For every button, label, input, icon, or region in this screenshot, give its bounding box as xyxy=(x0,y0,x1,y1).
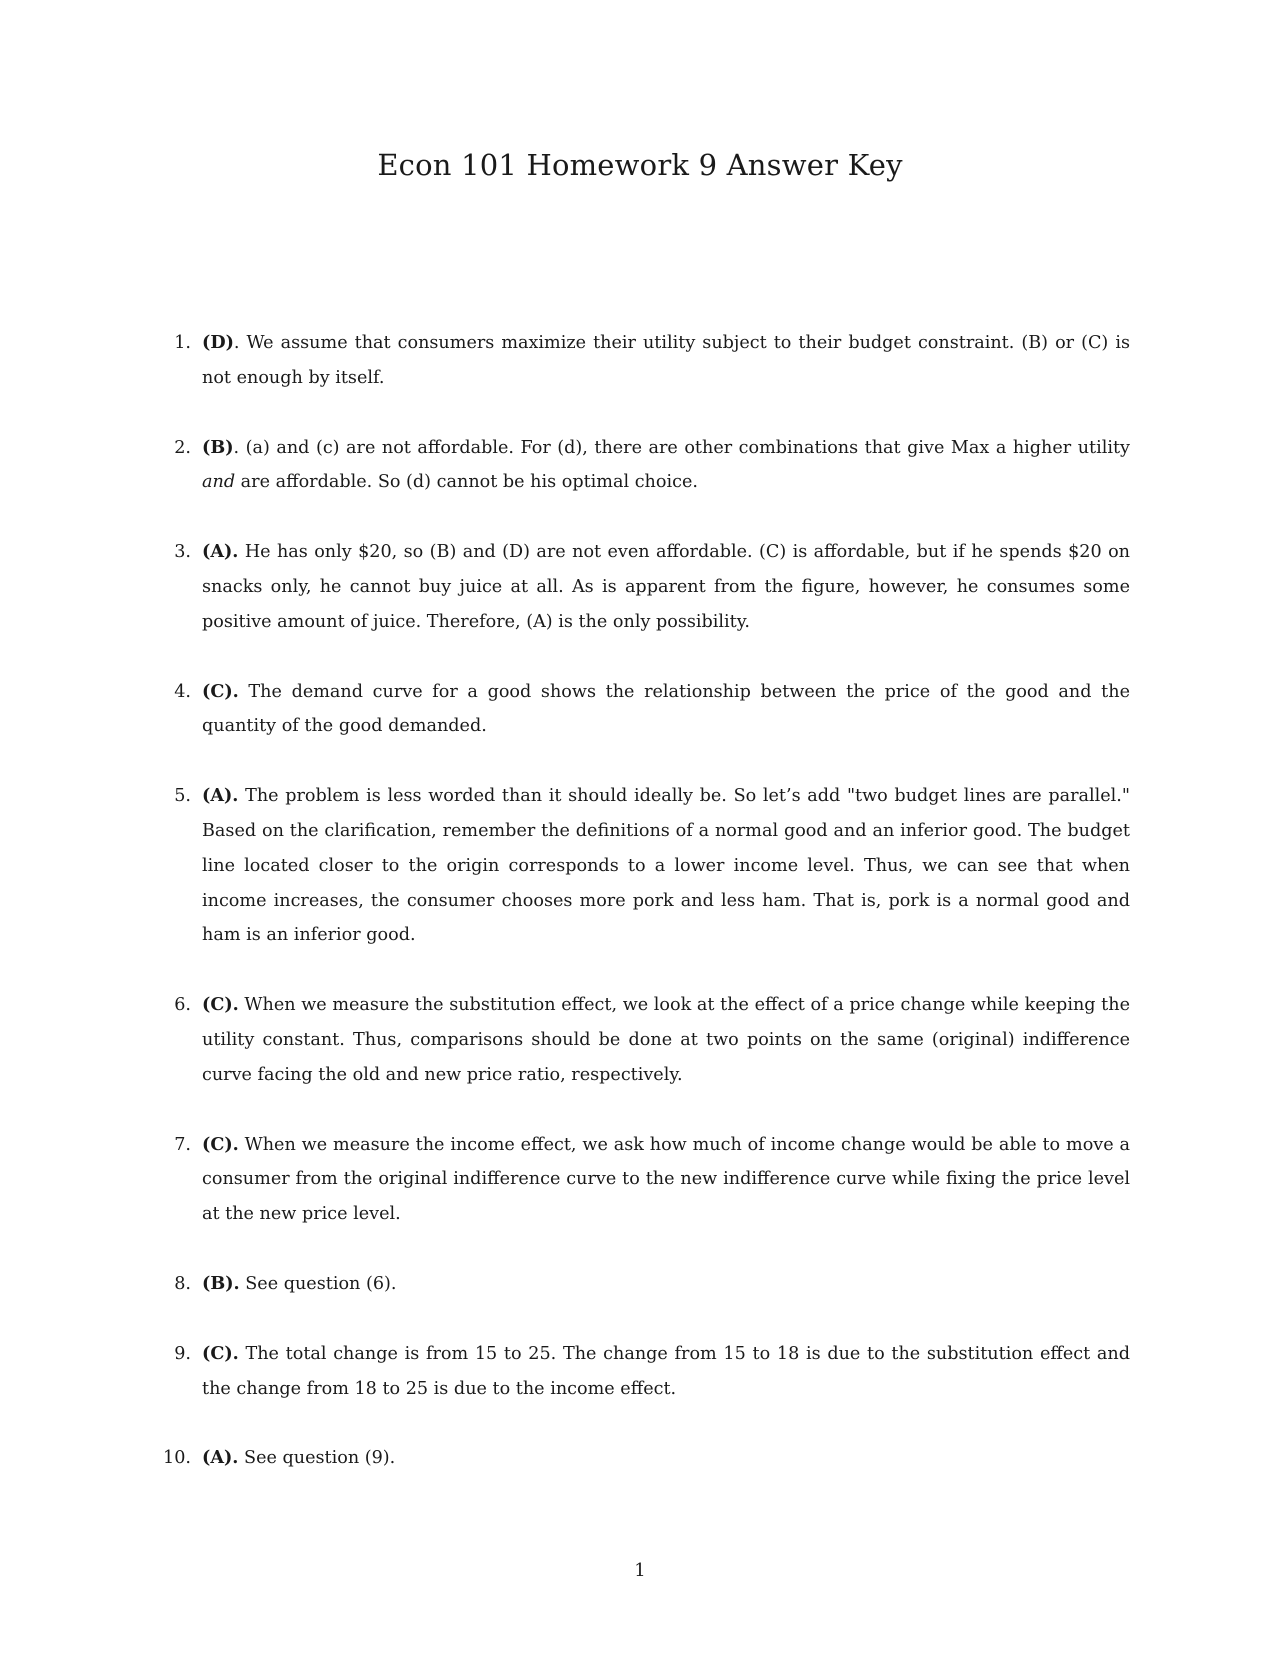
answer-item-10 xyxy=(160,1441,1130,1476)
answer-body xyxy=(202,1337,1130,1407)
answer-number: 5. xyxy=(174,786,191,807)
answer-text: See question (6). xyxy=(239,1273,397,1294)
answer-choice: (C). xyxy=(202,1342,239,1364)
answer-choice: (C). xyxy=(202,1133,239,1155)
answer-number: 2. xyxy=(174,437,191,458)
answer-choice: (A). xyxy=(202,785,239,807)
answer-body xyxy=(202,1128,1130,1232)
answer-text: He has only $20, so (B) and (D) are not even affordable. (C) is affordable, but if he spends $20 on snacks only, he cannot buy juice at all. As is apparent from the figure, however, he consumes some positive amount of juice. Therefore, (A) is the only possibility. xyxy=(202,542,1130,632)
answer-body xyxy=(202,675,1130,745)
answer-item-3 xyxy=(160,535,1130,639)
answer-text: . (a) and (c) are not affordable. For (d), there are other combinations that give Max a higher utility xyxy=(233,437,1130,458)
answer-emphasis: and xyxy=(202,472,236,493)
answer-item-4 xyxy=(160,675,1130,745)
answer-text: When we measure the income effect, we ask how much of income change would be able to move a consumer from the original indifference curve to the new indifference curve while fixing the price level at the new price level. xyxy=(202,1134,1130,1225)
answer-body xyxy=(202,1267,1130,1302)
answer-body xyxy=(202,535,1130,639)
answer-choice: (A). xyxy=(202,541,239,563)
answer-text: The demand curve for a good shows the relationship between the price of the good and the quantity of the good demanded. xyxy=(202,681,1130,737)
answer-body xyxy=(202,431,1130,501)
answer-text: When we measure the substitution effect, we look at the effect of a price change while keeping the utility constant. Thus, comparisons should be done at two points on the same (original) indifference curve facing the old and new price ratio, respectively. xyxy=(202,995,1130,1085)
answer-number: 4. xyxy=(174,681,191,702)
answer-choice: (A). xyxy=(202,1447,239,1469)
answer-body xyxy=(202,779,1130,953)
answer-item-5 xyxy=(160,779,1130,953)
answer-choice: (C). xyxy=(202,994,239,1016)
answer-number: 10. xyxy=(163,1448,191,1469)
answer-number: 6. xyxy=(174,995,191,1016)
document-title: Econ 101 Homework 9 Answer Key xyxy=(377,148,903,182)
answer-number: 8. xyxy=(174,1273,191,1294)
answer-choice: (B). xyxy=(202,1272,240,1294)
page-number: 1 xyxy=(634,1560,646,1581)
answer-body xyxy=(202,988,1130,1092)
answer-text: See question (9). xyxy=(238,1448,396,1469)
answer-number: 1. xyxy=(174,333,191,353)
answer-choice: (B) xyxy=(202,436,234,458)
answer-number: 9. xyxy=(174,1343,191,1364)
answer-number: 7. xyxy=(174,1134,191,1155)
answer-choice: (C). xyxy=(202,680,239,702)
answer-item-2 xyxy=(160,431,1130,501)
answer-choice: (D) xyxy=(202,332,234,353)
answer-list xyxy=(160,326,1130,1511)
answer-item-6 xyxy=(160,988,1130,1092)
answer-number: 3. xyxy=(174,542,191,563)
answer-item-1 xyxy=(160,326,1130,396)
answer-body xyxy=(202,1441,1130,1476)
answer-text: . We assume that consumers maximize their utility subject to their budget constraint. (B) or (C) is not enough by itself. xyxy=(202,333,1130,388)
answer-item-8 xyxy=(160,1267,1130,1302)
answer-text: The problem is less worded than it should ideally be. So let’s add "two budget lines are parallel." Based on the clarification, remember the definitions of a normal good and an inferior good. The budget line located closer to the origin corresponds to a lower income level. Thus, we can see that when income increases, the consumer chooses more pork and less ham. That is, pork is a normal good and ham is an inferior good. xyxy=(202,786,1130,946)
answer-text: are affordable. So (d) cannot be his optimal choice. xyxy=(235,472,698,493)
answer-body xyxy=(202,326,1130,396)
answer-item-7 xyxy=(160,1128,1130,1232)
answer-text: The total change is from 15 to 25. The change from 15 to 18 is due to the substitution effect and the change from 18 to 25 is due to the income effect. xyxy=(202,1343,1130,1399)
answer-item-9 xyxy=(160,1337,1130,1407)
